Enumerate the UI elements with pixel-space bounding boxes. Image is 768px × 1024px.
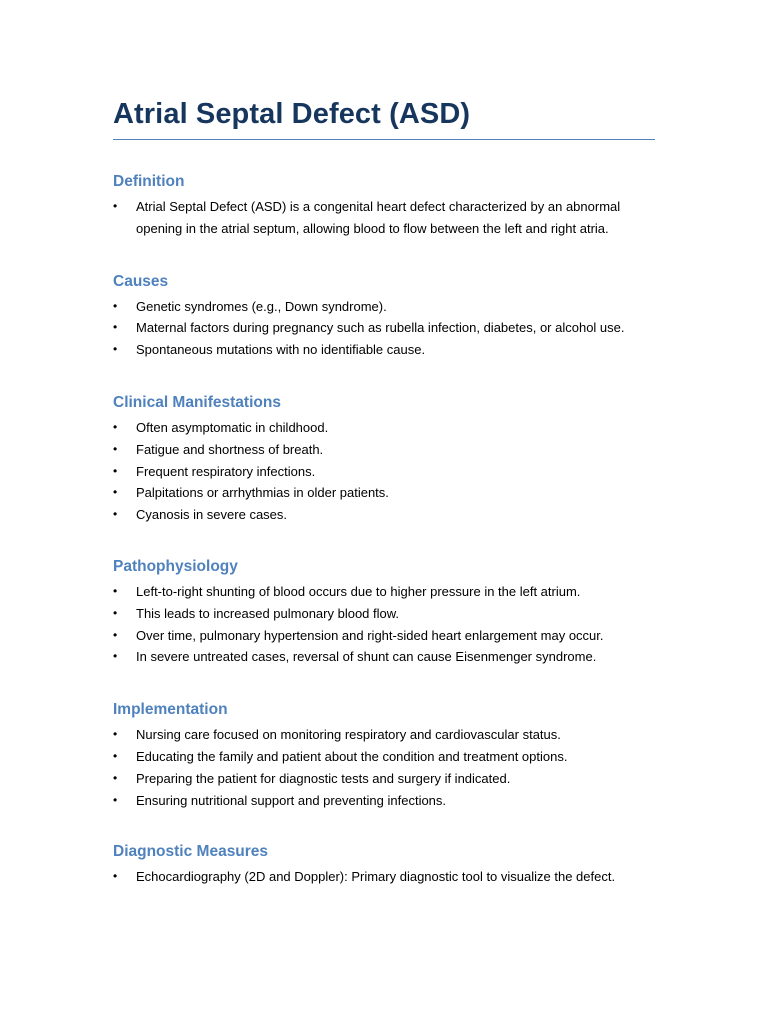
list-item-text: Cyanosis in severe cases. xyxy=(136,507,288,523)
section-pathophysiology xyxy=(113,557,655,668)
document-title: Atrial Septal Defect (ASD) xyxy=(113,98,471,130)
title-underline-rule xyxy=(113,139,655,140)
list-item xyxy=(113,646,655,668)
list-item xyxy=(113,724,655,746)
list-item-text: Echocardiography (2D and Doppler): Primary diagnostic tool to visualize the defect. xyxy=(136,869,616,885)
list-item-text: Maternal factors during pregnancy such as rubella infection, diabetes, or alcohol use. xyxy=(136,320,625,336)
bullet-icon: • xyxy=(113,869,118,884)
list-item-text: Often asymptomatic in childhood. xyxy=(136,419,329,435)
list-item xyxy=(113,417,655,439)
bullet-list xyxy=(113,724,655,811)
list-item xyxy=(113,482,655,504)
bullet-icon: • xyxy=(113,419,118,434)
list-item-text: Nursing care focused on monitoring respiratory and cardiovascular status. xyxy=(136,727,561,743)
list-item-text: Spontaneous mutations with no identifiable cause. xyxy=(136,342,426,358)
bullet-icon: • xyxy=(113,199,118,213)
list-item xyxy=(113,196,655,240)
list-item xyxy=(113,866,655,888)
list-item-text: Ensuring nutritional support and preventing infections. xyxy=(136,792,447,808)
bullet-list xyxy=(113,196,655,240)
list-item-text: This leads to increased pulmonary blood flow. xyxy=(136,605,400,621)
bullet-icon: • xyxy=(113,441,118,456)
list-item xyxy=(113,790,655,812)
list-item-text: Frequent respiratory infections. xyxy=(136,463,316,479)
list-item xyxy=(113,768,655,790)
bullet-list xyxy=(113,296,655,361)
bullet-icon: • xyxy=(113,748,118,763)
bullet-icon: • xyxy=(113,627,118,642)
bullet-icon: • xyxy=(113,485,118,500)
list-item-text: Over time, pulmonary hypertension and right-sided heart enlargement may occur. xyxy=(136,627,604,643)
bullet-icon: • xyxy=(113,463,118,478)
bullet-icon: • xyxy=(113,298,118,313)
list-item-text: Fatigue and shortness of breath. xyxy=(136,441,324,457)
bullet-icon: • xyxy=(113,770,118,785)
list-item-text: Genetic syndromes (e.g., Down syndrome). xyxy=(136,298,387,314)
bullet-icon: • xyxy=(113,342,118,357)
bullet-list xyxy=(113,866,655,888)
list-item xyxy=(113,603,655,625)
list-item xyxy=(113,317,655,339)
section-heading: Definition xyxy=(113,173,185,190)
list-item xyxy=(113,461,655,483)
list-item-text: In severe untreated cases, reversal of shunt can cause Eisenmenger syndrome. xyxy=(136,649,597,665)
section-heading: Pathophysiology xyxy=(113,557,238,575)
list-item xyxy=(113,439,655,461)
list-item xyxy=(113,296,655,318)
list-item xyxy=(113,581,655,603)
list-item xyxy=(113,625,655,647)
list-item-text: Left-to-right shunting of blood occurs due to higher pressure in the left atrium. xyxy=(136,583,581,599)
section-diagnostic-measures xyxy=(113,842,655,888)
bullet-icon: • xyxy=(113,792,118,807)
section-heading: Diagnostic Measures xyxy=(113,843,269,861)
section-causes xyxy=(113,272,655,361)
list-item xyxy=(113,504,655,526)
section-heading: Implementation xyxy=(113,701,228,719)
list-item-text: Atrial Septal Defect (ASD) is a congenital heart defect characterized by an abnormal opening in the atrial septum, allowing blood to flow between the left and right atria. xyxy=(136,199,621,236)
bullet-list xyxy=(113,417,655,526)
list-item xyxy=(113,339,655,361)
list-item xyxy=(113,746,655,768)
bullet-icon: • xyxy=(113,649,118,664)
section-clinical-manifestations xyxy=(113,393,655,526)
bullet-list xyxy=(113,581,655,668)
list-item-text: Educating the family and patient about the condition and treatment options. xyxy=(136,748,568,764)
section-implementation xyxy=(113,700,655,811)
bullet-icon: • xyxy=(113,507,118,522)
section-definition xyxy=(113,172,655,240)
list-item-text: Preparing the patient for diagnostic tests and surgery if indicated. xyxy=(136,770,511,786)
document-page xyxy=(113,94,655,888)
section-heading: Causes xyxy=(113,272,169,290)
bullet-icon: • xyxy=(113,583,118,598)
bullet-icon: • xyxy=(113,727,118,742)
section-heading: Clinical Manifestations xyxy=(113,393,281,411)
bullet-icon: • xyxy=(113,605,118,620)
list-item-text: Palpitations or arrhythmias in older patients. xyxy=(136,485,389,501)
bullet-icon: • xyxy=(113,320,118,335)
